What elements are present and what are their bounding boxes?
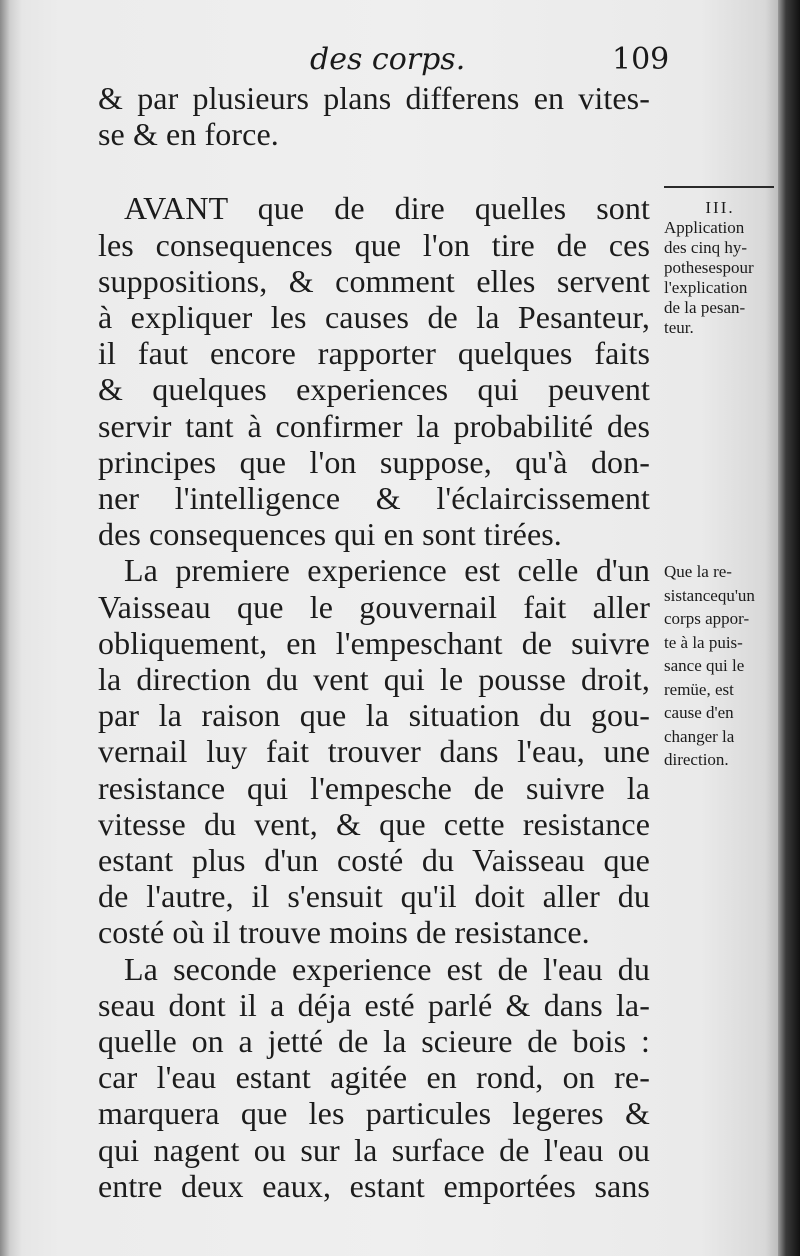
margin-note-line: teur. [664, 318, 694, 337]
text-line: & quelques experiences qui peuvent [98, 371, 650, 408]
text-line: AVANT que de dire quelles sont [124, 190, 650, 227]
text-line: des consequences qui en sont tirées. [98, 516, 562, 553]
text-line: qui nagent ou sur la surface de l'eau ou [98, 1131, 650, 1168]
margin-note-line: pothesespour [664, 258, 754, 277]
text-line: quelle on a jetté de la scieure de bois : [98, 1023, 650, 1060]
text-line: à expliquer les causes de la Pesanteur, [98, 299, 650, 336]
text-line: par la raison que la situation du gou- [98, 697, 650, 734]
margin-rule [664, 186, 774, 188]
text-line: La premiere experience est celle d'un [124, 552, 650, 589]
text-line: resistance qui l'empesche de suivre la [98, 769, 650, 806]
text-line: vernail luy fait trouver dans l'eau, une [98, 733, 650, 770]
margin-note-line: l'explication [664, 278, 748, 297]
text-line: estant plus d'un costé du Vaisseau que [98, 842, 650, 879]
book-spine [778, 0, 800, 1256]
main-text-column [98, 80, 650, 1204]
margin-note-line: Application [664, 218, 745, 237]
text-line: la direction du vent qui le pousse droit, [98, 661, 650, 698]
margin-note-lines [664, 560, 776, 772]
margin-note-line: sance qui le [664, 656, 745, 675]
page-number: 109 [612, 42, 670, 77]
text-line: entre deux eaux, estant emportées sans [98, 1167, 650, 1204]
margin-note-line: remüe, est [664, 679, 734, 699]
margin-note-line: changer la [664, 726, 735, 746]
text-line: les consequences que l'on tire de ces [98, 226, 650, 263]
text-line: vitesse du vent, & que cette resistance [98, 805, 650, 842]
margin-note-number: III. [705, 198, 735, 217]
text-line: & par plusieurs plans differens en vites- [98, 80, 650, 116]
running-head: des corps. [310, 42, 466, 77]
margin-note-line: te à la puis- [664, 632, 743, 652]
margin-note-line: corps appor- [664, 609, 750, 628]
text-line: il faut encore rapporter quelques faits [98, 335, 650, 372]
text-line: Vaisseau que le gouvernail fait aller [98, 588, 650, 625]
text-line: ner l'intelligence & l'éclaircissement [98, 480, 650, 517]
margin-note-line: sistancequ'un [664, 585, 755, 605]
text-line: se & en force. [98, 116, 279, 153]
margin-note-line: cause d'en [664, 703, 734, 722]
text-line: costé où il trouve moins de resistance. [98, 914, 590, 951]
margin-note-lines [664, 218, 776, 338]
margin-note-line: des cinq hy- [664, 238, 748, 257]
text-line: La seconde experience est de l'eau du [124, 950, 650, 987]
margin-note-application [664, 186, 776, 338]
text-line: principes que l'on suppose, qu'à don- [98, 443, 650, 480]
text-line: de l'autre, il s'ensuit qu'il doit aller du [98, 878, 650, 915]
margin-note-line: direction. [664, 750, 729, 769]
text-line: servir tant à confirmer la probabilité des [98, 407, 650, 444]
text-line: obliquement, en l'empeschant de suivre [98, 624, 650, 661]
text-line: car l'eau estant agitée en rond, on re- [98, 1059, 650, 1096]
margin-note-line: Que la re- [664, 562, 732, 581]
text-line: marquera que les particules legeres & [98, 1095, 650, 1132]
text-line: seau dont il a déja esté parlé & dans la- [98, 986, 650, 1023]
margin-note-resistance [664, 560, 776, 772]
text-line: suppositions, & comment elles servent [98, 262, 650, 299]
paragraph-gap [98, 152, 650, 190]
margin-note-line: de la pesan- [664, 298, 746, 317]
